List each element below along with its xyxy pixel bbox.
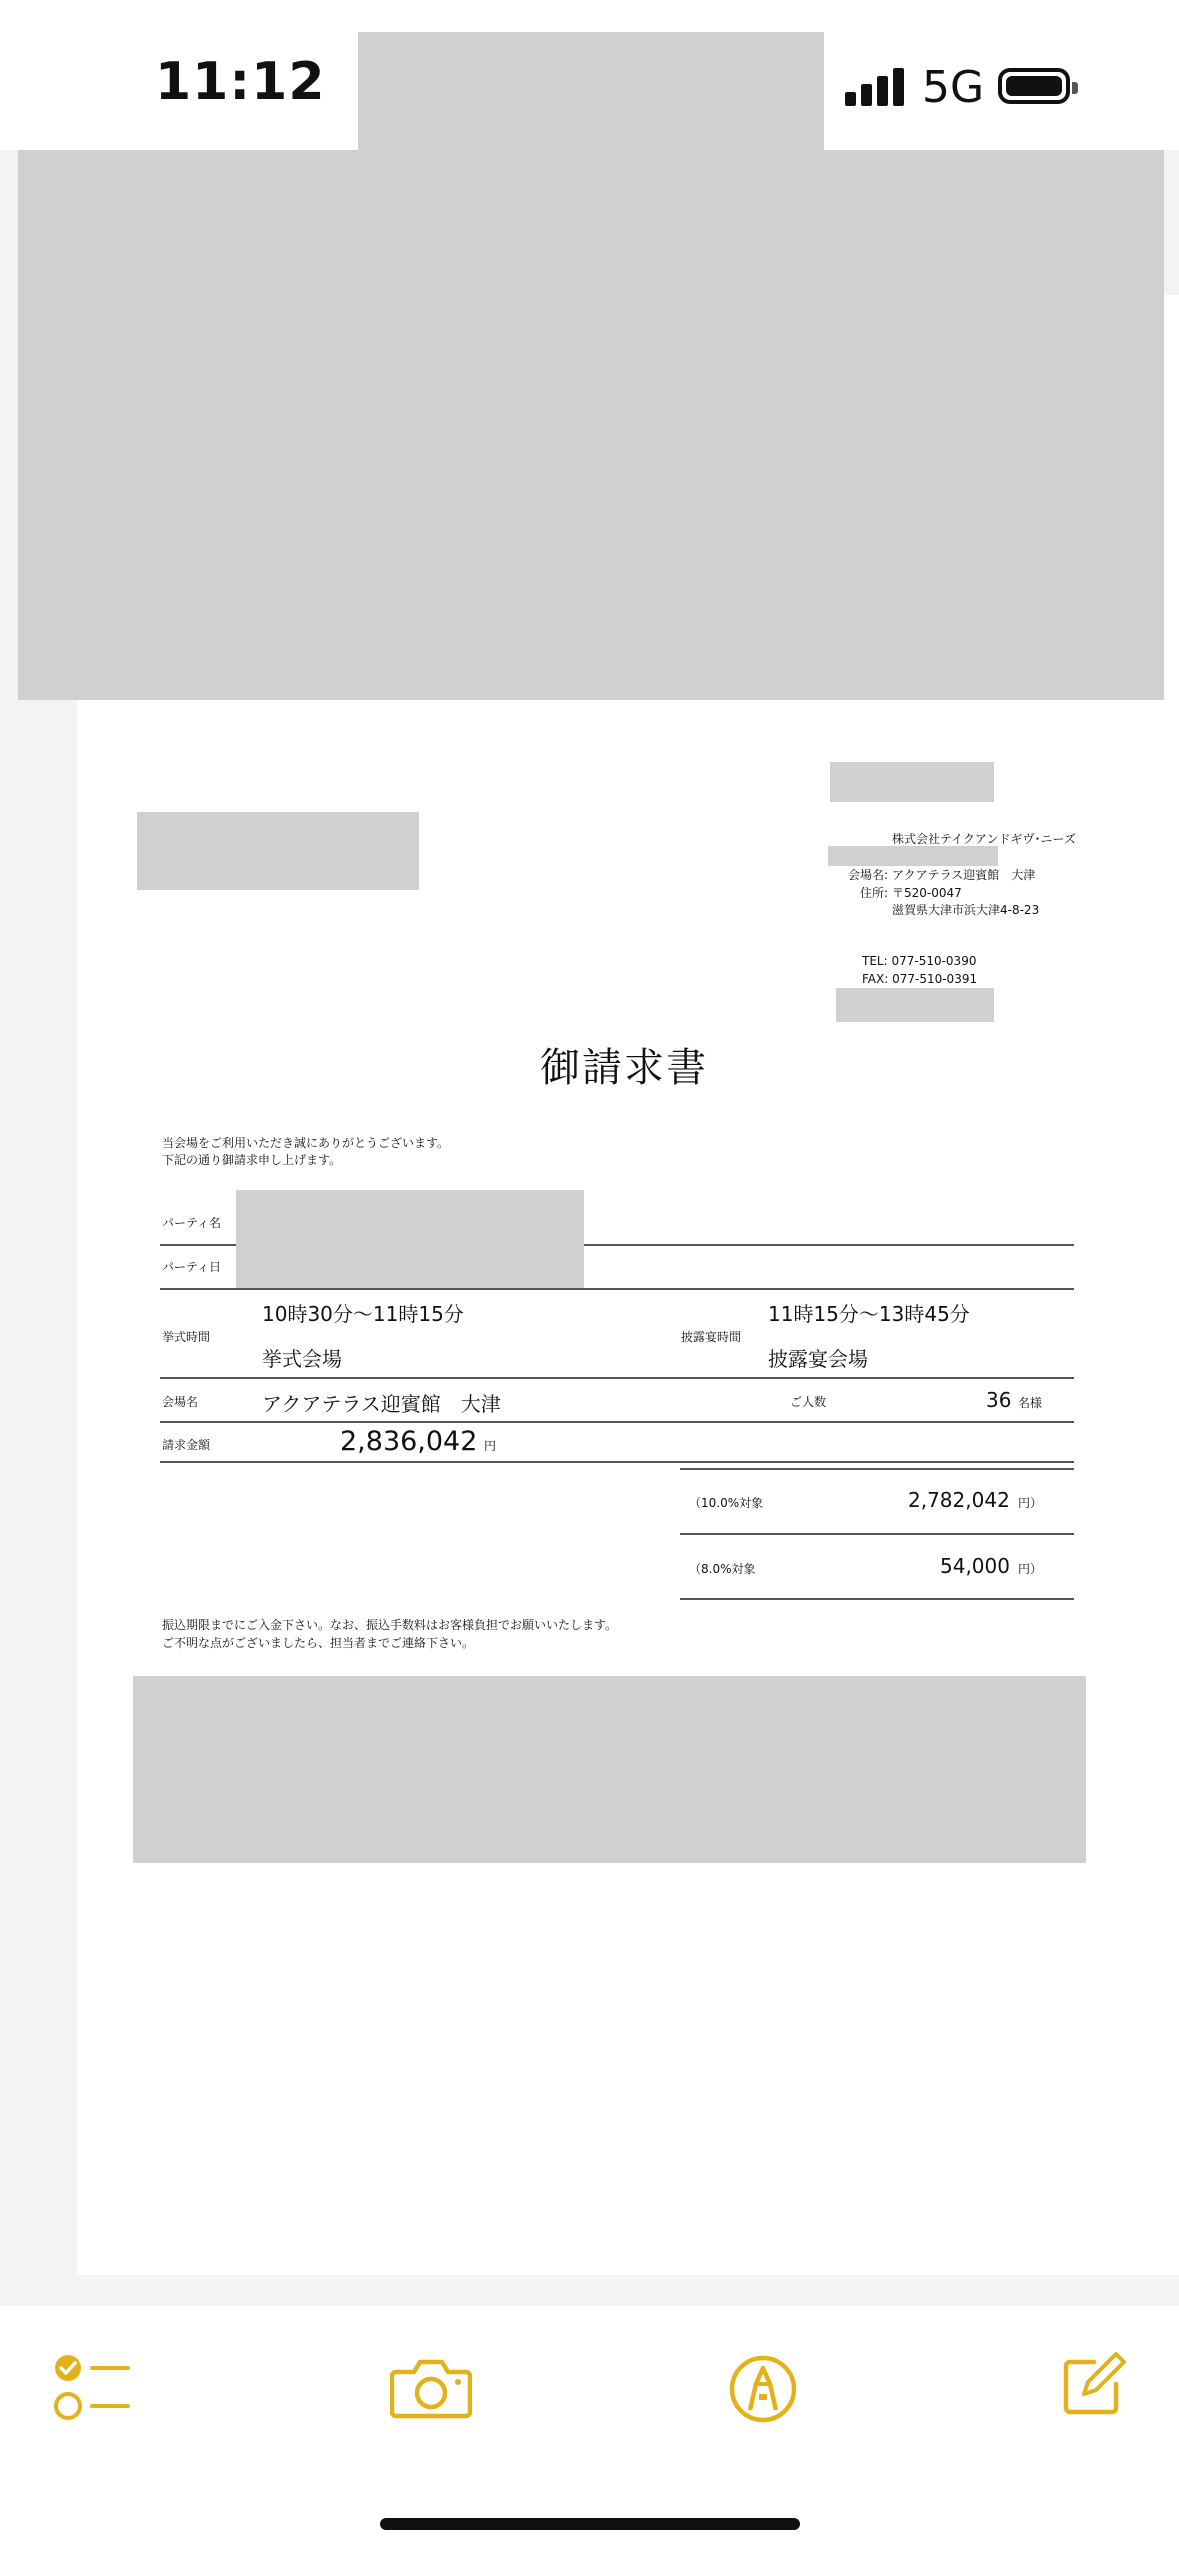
checklist-icon[interactable] [52,2352,132,2422]
tel: TEL: 077-510-0390 [862,954,977,968]
status-time: 11:12 [155,52,326,112]
ceremony-time-label: 挙式時間 [162,1330,211,1344]
redacted-logo [830,762,994,802]
tax-10-value: 2,782,042 [908,1488,1010,1512]
party-date-label: パーティ日 [162,1260,222,1274]
cellular-signal-icon [845,66,905,106]
divider [680,1468,1074,1470]
redacted-party-info [236,1190,584,1288]
divider [160,1377,1074,1379]
company-name: 株式会社テイクアンドギヴ･ニーズ [892,832,1076,846]
divider [680,1598,1074,1600]
redacted-area-top [18,148,1164,700]
reception-time-label: 披露宴時間 [681,1330,742,1344]
reception-time-value: 11時15分〜13時45分 [768,1302,970,1326]
redacted-stamp [836,988,994,1022]
footer-note-1: 振込期限までにご入金下さい。なお、振込手数料はお客様負担でお願いいたします。 [162,1618,618,1632]
address: 滋賀県大津市浜大津4-8-23 [892,903,1040,917]
tax-8-value: 54,000 [940,1554,1010,1578]
address-label: 住所: [860,886,889,900]
intro-line-2: 下記の通り御請求申し上げます。 [162,1153,342,1167]
document-title: 御請求書 [540,1045,708,1091]
tax-10-label: （10.0%対象 [689,1496,764,1510]
guests-unit: 名様 [1018,1396,1043,1410]
divider [160,1288,1074,1290]
footer-note-2: ご不明な点がございましたら、担当者までご連絡下さい。 [162,1636,475,1650]
intro-line-1: 当会場をご利用いただき誠にありがとうございます。 [162,1136,450,1150]
redacted-recipient [137,812,419,890]
redacted-area-bottom [133,1676,1086,1863]
tax-8-unit: 円） [1018,1562,1043,1576]
guests-value: 36 [986,1388,1012,1412]
venue-name-value: アクアテラス迎賓館 大津 [262,1392,501,1416]
tax-8-label: （8.0%対象 [689,1562,756,1576]
ceremony-time-value: 10時30分〜11時15分 [262,1302,464,1326]
venue-name-label: 会場名 [162,1395,199,1409]
guests-label: ご人数 [790,1395,827,1409]
home-indicator[interactable] [380,2518,800,2530]
reception-venue-value: 披露宴会場 [768,1347,868,1371]
compose-icon[interactable] [1060,2352,1126,2418]
party-name-label: パーティ名 [162,1216,222,1230]
redacted-line [828,846,998,866]
tax-10-unit: 円） [1018,1496,1043,1510]
markup-pen-icon[interactable] [728,2354,798,2424]
battery-icon [998,68,1070,104]
fax: FAX: 077-510-0391 [862,972,978,986]
divider [680,1533,1074,1535]
ceremony-venue-value: 挙式会場 [262,1347,342,1371]
divider [160,1461,1074,1463]
amount-unit: 円 [484,1439,497,1453]
amount-value: 2,836,042 [340,1426,478,1457]
divider [160,1421,1074,1423]
venue-label: 会場名: [848,868,889,882]
postal-code: 〒520-0047 [892,886,962,900]
camera-icon[interactable] [390,2356,472,2420]
redacted-area-status [358,32,824,152]
network-type: 5G [922,62,985,113]
amount-label: 請求金額 [162,1438,211,1452]
venue-value: アクアテラス迎賓館 大津 [892,868,1036,882]
